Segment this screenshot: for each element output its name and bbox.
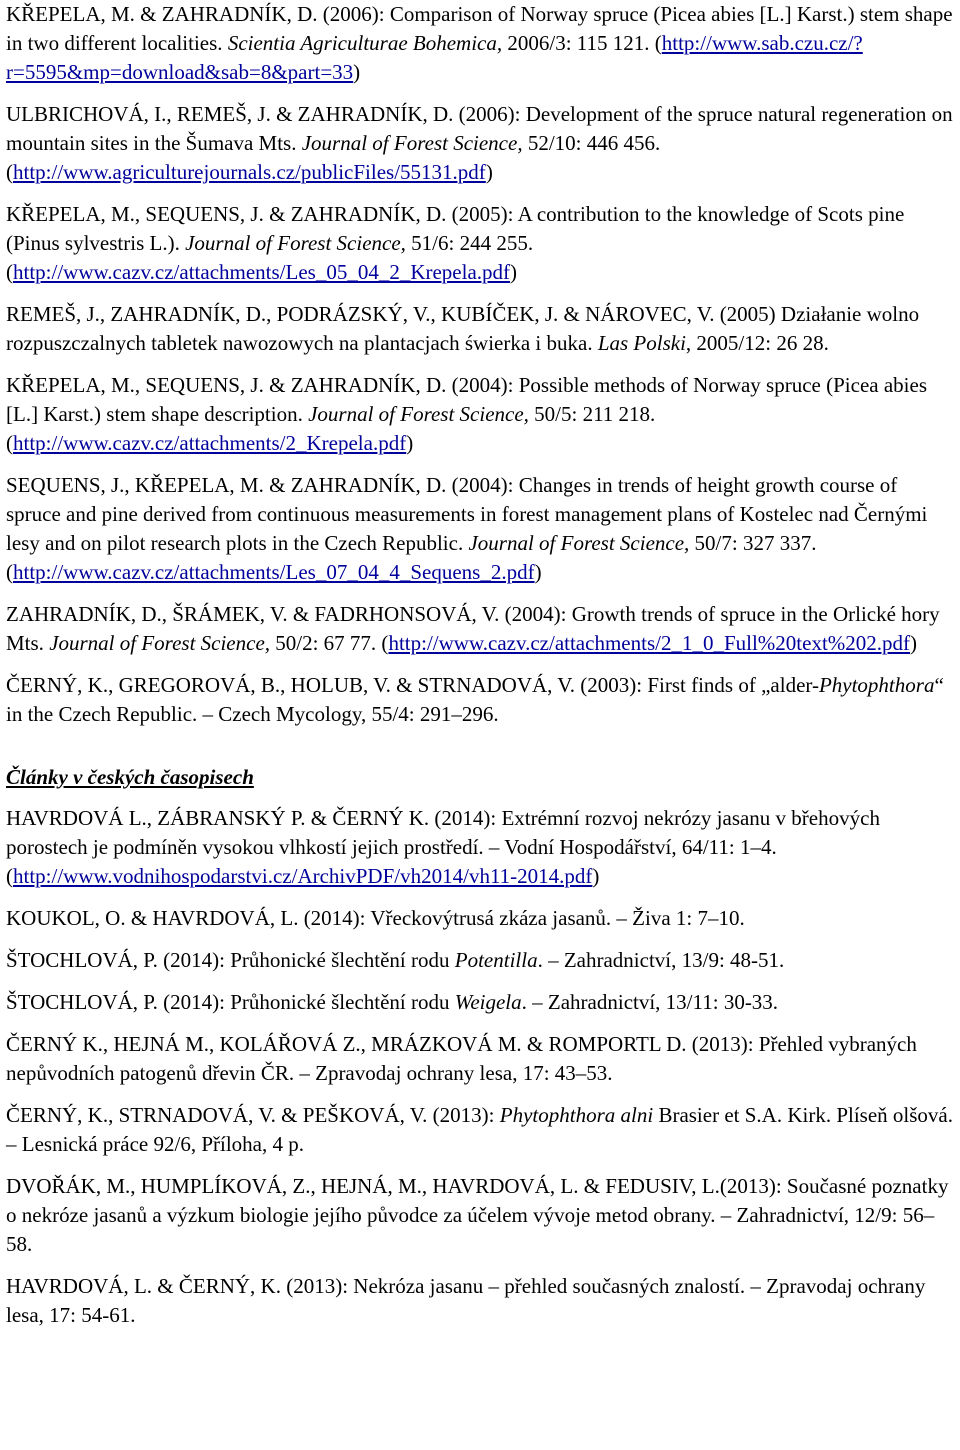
reference-text: . – Zahradnictví, 13/11: 30-33. xyxy=(521,990,779,1014)
reference-url-link[interactable]: http://www.cazv.cz/attachments/Les_05_04_2_Krepela.pdf xyxy=(13,260,511,284)
reference-text: KŘEPELA, M. & ZAHRADNÍK, D. (2006): Comparison of Norway spruce (Picea abies [L.] Karst.) stem shape in two different localities. xyxy=(6,2,953,55)
reference-text: ) xyxy=(406,431,414,455)
reference-url-link[interactable]: http://www.sab.czu.cz/?r=5595&mp=download&sab=8&part=33 xyxy=(6,31,863,84)
reference-url-link[interactable]: http://www.vodnihospodarstvi.cz/ArchivPDF/vh2014/vh11-2014.pdf xyxy=(13,864,593,888)
reference-entry xyxy=(6,1272,956,1330)
reference-entry xyxy=(6,804,956,891)
reference-list-foreign xyxy=(6,0,956,729)
reference-italic-text: Scientia Agriculturae Bohemica, xyxy=(227,31,503,55)
reference-entry xyxy=(6,200,956,287)
reference-text: 2006/3: 115 121. ( xyxy=(502,31,662,55)
reference-text: DVOŘÁK, M., HUMPLÍKOVÁ, Z., HEJNÁ, M., HAVRDOVÁ, L. & FEDUSIV, L.(2013): Současné poznatky o nekróze jasanů a výzkum biologie jejího původce za účelem vývoje metod obrany. – Zahradnictví, 12/9: 56–58. xyxy=(6,1174,949,1256)
reference-entry xyxy=(6,100,956,187)
reference-italic-text: Phytophthora xyxy=(818,673,935,697)
reference-entry xyxy=(6,1172,956,1259)
reference-entry xyxy=(6,0,956,87)
reference-text: ČERNÝ, K., GREGOROVÁ, B., HOLUB, V. & STRNADOVÁ, V. (2003): First finds of „alder- xyxy=(6,673,819,697)
section-heading: Články v českých časopisech xyxy=(6,765,254,789)
reference-url-link[interactable]: http://www.cazv.cz/attachments/2_Krepela.pdf xyxy=(13,431,407,455)
reference-text: ČERNÝ, K., STRNADOVÁ, V. & PEŠKOVÁ, V. (2013): xyxy=(6,1103,500,1127)
reference-text: ŠTOCHLOVÁ, P. (2014): Průhonické šlechtění rodu xyxy=(6,990,455,1014)
reference-text: ULBRICHOVÁ, I., REMEŠ, J. & ZAHRADNÍK, D. (2006): Development of the spruce natural regeneration on mountain sites in the Šumava Mts. xyxy=(6,102,953,155)
reference-text: 50/2: 67 77. ( xyxy=(270,631,389,655)
reference-italic-text: Journal of Forest Science, xyxy=(185,231,406,255)
reference-text: 52/10: 446 456. ( xyxy=(6,131,661,184)
reference-entry xyxy=(6,1030,956,1088)
reference-entry xyxy=(6,371,956,458)
reference-text: Brasier et S.A. Kirk. Plíseň olšová. – Lesnická práce 92/6, Příloha, 4 p. xyxy=(6,1103,953,1156)
reference-text: ) xyxy=(353,60,361,84)
reference-text: KOUKOL, O. & HAVRDOVÁ, L. (2014): Vřeckovýtrusá zkáza jasanů. – Živa 1: 7–10. xyxy=(6,906,745,930)
reference-text: ŠTOCHLOVÁ, P. (2014): Průhonické šlechtění rodu xyxy=(6,948,455,972)
reference-italic-text: Phytophthora alni xyxy=(499,1103,654,1127)
reference-text: ZAHRADNÍK, D., ŠRÁMEK, V. & FADRHONSOVÁ, V. (2004): Growth trends of spruce in the Orlické hory Mts. xyxy=(6,602,940,655)
reference-italic-text: Las Polski xyxy=(597,331,686,355)
reference-text: REMEŠ, J., ZAHRADNÍK, D., PODRÁZSKÝ, V., KUBÍČEK, J. & NÁROVEC, V. (2005) Działanie wolno rozpuszczalnych tabletek nawozowych na plantacjach świerka i buka. xyxy=(6,302,920,355)
reference-text: HAVRDOVÁ L., ZÁBRANSKÝ P. & ČERNÝ K. (2014): Extrémní rozvoj nekrózy jasanu v břehových porostech je podmíněn vysokou vlhkostí jejich prostředí. – Vodní Hospodářství, 64/11: 1–4. ( xyxy=(6,806,880,888)
reference-italic-text: Weigela xyxy=(454,990,522,1014)
reference-entry xyxy=(6,946,956,975)
reference-text: 50/7: 327 337. ( xyxy=(6,531,817,584)
reference-text: KŘEPELA, M., SEQUENS, J. & ZAHRADNÍK, D. (2005): A contribution to the knowledge of Scots pine (Pinus sylvestris L.). xyxy=(6,202,905,255)
reference-text: ) xyxy=(534,560,542,584)
reference-url-link[interactable]: http://www.cazv.cz/attachments/Les_07_04_4_Sequens_2.pdf xyxy=(13,560,535,584)
reference-text: ) xyxy=(910,631,918,655)
reference-italic-text: Potentilla xyxy=(454,948,538,972)
reference-italic-text: Journal of Forest Science, xyxy=(308,402,529,426)
reference-text: KŘEPELA, M., SEQUENS, J. & ZAHRADNÍK, D. (2004): Possible methods of Norway spruce (Picea abies [L.] Karst.) stem shape description. xyxy=(6,373,927,426)
reference-list-czech xyxy=(6,804,956,1330)
reference-text: ) xyxy=(510,260,518,284)
reference-text: ČERNÝ K., HEJNÁ M., KOLÁŘOVÁ Z., MRÁZKOVÁ M. & ROMPORTL D. (2013): Přehled vybraných nepůvodních patogenů dřevin ČR. – Zpravodaj ochrany lesa, 17: 43–53. xyxy=(6,1032,917,1085)
reference-entry xyxy=(6,1101,956,1159)
reference-entry xyxy=(6,988,956,1017)
reference-text: ) xyxy=(592,864,600,888)
reference-entry xyxy=(6,471,956,587)
reference-italic-text: Journal of Forest Science, xyxy=(49,631,271,655)
reference-text: . – Zahradnictví, 13/9: 48-51. xyxy=(537,948,785,972)
reference-italic-text: Journal of Forest Science, xyxy=(301,131,523,155)
reference-text: HAVRDOVÁ, L. & ČERNÝ, K. (2013): Nekróza jasanu – přehled současných znalostí. – Zpravodaj ochrany lesa, 17: 54-61. xyxy=(6,1274,926,1327)
reference-text: “ in the Czech Republic. – Czech Mycology, 55/4: 291–296. xyxy=(6,673,944,726)
reference-text: SEQUENS, J., KŘEPELA, M. & ZAHRADNÍK, D. (2004): Changes in trends of height growth course of spruce and pine derived from continuous measurements in forest management plans of Kostelec nad Černými lesy and on pilot research plots in the Czech Republic. xyxy=(6,473,928,555)
reference-entry xyxy=(6,671,956,729)
reference-text: , 2005/12: 26 28. xyxy=(685,331,829,355)
reference-text: 51/6: 244 255. ( xyxy=(6,231,534,284)
reference-url-link[interactable]: http://www.agriculturejournals.cz/publicFiles/55131.pdf xyxy=(13,160,486,184)
reference-entry xyxy=(6,600,956,658)
reference-entry xyxy=(6,300,956,358)
reference-text: 50/5: 211 218. ( xyxy=(6,402,656,455)
reference-italic-text: Journal of Forest Science, xyxy=(468,531,690,555)
reference-url-link[interactable]: http://www.cazv.cz/attachments/2_1_0_Full%20text%202.pdf xyxy=(388,631,911,655)
reference-entry xyxy=(6,904,956,933)
reference-text: ) xyxy=(485,160,493,184)
